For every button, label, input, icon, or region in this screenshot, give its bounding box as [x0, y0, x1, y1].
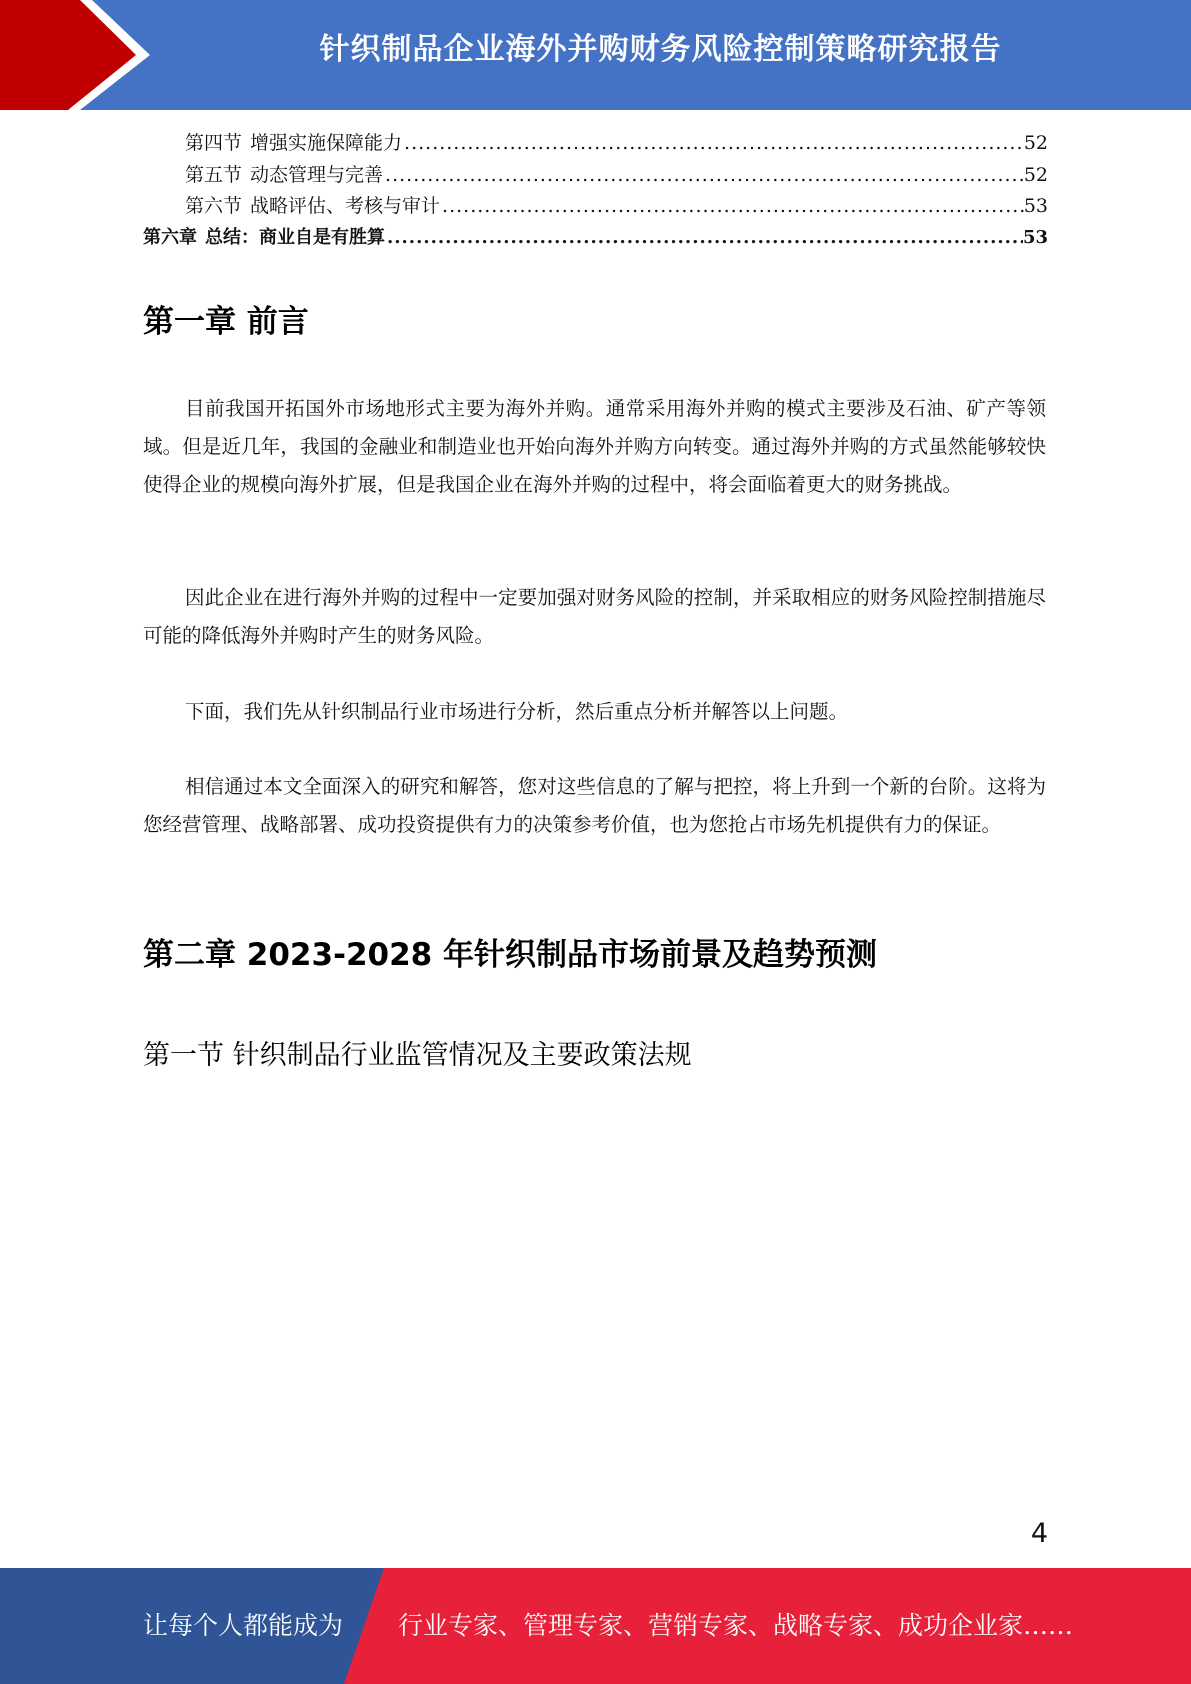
footer-slogan-right: 行业专家、管理专家、营销专家、战略专家、成功企业家…… — [398, 1611, 1074, 1640]
body-paragraph: 目前我国开拓国外市场地形式主要为海外并购。通常采用海外并购的模式主要涉及石油、矿产等领域。但是近几年，我国的金融业和制造业也开始向海外并购方向转变。通过海外并购的方式虽然能够较快使得企业的规模向海外扩展，但是我国企业在海外并购的过程中，将会面临着更大的财务挑战。 — [143, 397, 1046, 496]
toc-leader-dots — [385, 227, 1023, 248]
section-1-heading: 第一节 针织制品行业监管情况及主要政策法规 — [143, 1040, 692, 1071]
toc-entry-page: 53 — [1022, 226, 1048, 248]
toc-entry-title: 总结：商业自是有胜算 — [205, 226, 385, 248]
toc-entry-label: 第四节 — [185, 132, 243, 154]
toc-entry-title: 动态管理与完善 — [250, 163, 384, 186]
chapter-1-heading: 第一章 前言 — [143, 304, 309, 340]
body-paragraph: 相信通过本文全面深入的研究和解答，您对这些信息的了解与把控，将上升到一个新的台阶。这将为您经营管理、战略部署、成功投资提供有力的决策参考价值，也为您抢占市场先机提供有力的保证。 — [143, 775, 1046, 836]
toc-entry-label: 第五节 — [185, 163, 243, 186]
chapter-2-heading: 第二章 2023-2028 年针织制品市场前景及趋势预测 — [143, 937, 878, 973]
report-title: 针织制品企业海外并购财务风险控制策略研究报告 — [319, 32, 1002, 67]
footer-slogan-left: 让每个人都能成为 — [143, 1611, 344, 1640]
toc-entry-page: 52 — [1023, 132, 1048, 154]
body-paragraph: 因此企业在进行海外并购的过程中一定要加强对财务风险的控制，并采取相应的财务风险控制措施尽可能的降低海外并购时产生的财务风险。 — [143, 586, 1046, 647]
toc-entry[interactable] — [143, 128, 1048, 160]
page-header — [0, 0, 1191, 110]
page-footer — [0, 1568, 1191, 1684]
toc-entry[interactable] — [143, 160, 1048, 192]
toc-entry[interactable] — [143, 191, 1048, 223]
toc-entry-page: 52 — [1023, 163, 1048, 186]
page-number: 4 — [1030, 1518, 1048, 1549]
table-of-contents — [143, 128, 1048, 254]
toc-leader-dots — [383, 164, 1024, 186]
toc-leader-dots — [440, 195, 1024, 217]
toc-entry-label: 第六章 — [143, 226, 197, 248]
toc-leader-dots — [402, 132, 1024, 154]
toc-chapter-entry[interactable] — [143, 223, 1048, 255]
toc-entry-page: 53 — [1023, 195, 1048, 217]
body-paragraph: 下面，我们先从针织制品行业市场进行分析，然后重点分析并解答以上问题。 — [185, 700, 849, 723]
toc-entry-title: 增强实施保障能力 — [250, 132, 403, 154]
toc-entry-title: 战略评估、考核与审计 — [250, 195, 441, 217]
toc-entry-label: 第六节 — [185, 195, 243, 217]
